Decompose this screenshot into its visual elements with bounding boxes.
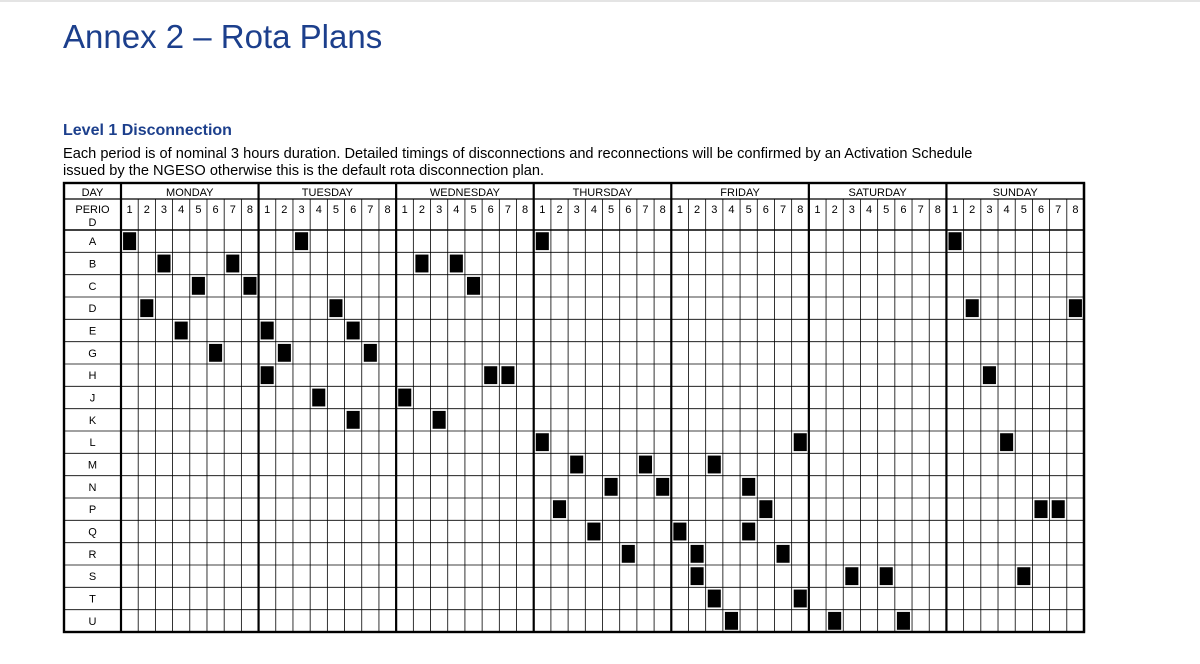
description-line-2: issued by the NGESO otherwise this is the default rota disconnection plan. [63, 163, 545, 179]
period-number: 7 [917, 204, 924, 216]
disconnected-cell [329, 299, 342, 317]
disconnected-cell [742, 523, 755, 541]
period-number: 2 [143, 204, 150, 216]
disconnected-cell [140, 299, 153, 317]
disconnected-cell [794, 590, 807, 608]
period-number: 1 [126, 204, 133, 216]
period-number: 1 [951, 204, 959, 216]
period-number: 2 [418, 204, 425, 216]
period-number: 4 [728, 204, 735, 216]
disconnected-cell [587, 523, 600, 541]
period-number: 4 [315, 204, 322, 216]
period-number: 3 [160, 204, 168, 216]
period-number: 8 [384, 204, 391, 216]
period-number: 4 [453, 204, 460, 216]
disconnected-cell [966, 299, 979, 317]
day-label: FRIDAY [720, 187, 760, 199]
disconnected-cell [742, 478, 755, 496]
disconnected-cell [278, 344, 291, 362]
day-label: TUESDAY [301, 187, 353, 199]
period-number: 5 [332, 204, 340, 216]
disconnected-cell [673, 523, 686, 541]
period-number: 6 [900, 204, 907, 216]
disconnected-cell [1017, 567, 1030, 585]
disconnected-cell [415, 255, 428, 273]
period-number: 2 [969, 204, 976, 216]
period-number: 1 [401, 204, 408, 216]
disconnected-cell [845, 567, 858, 585]
disconnected-cell [622, 545, 635, 563]
disconnected-cell [828, 612, 841, 630]
disconnected-cell [398, 389, 411, 407]
day-label: SUNDAY [992, 187, 1038, 199]
period-number: 5 [195, 204, 202, 216]
disconnected-cell [948, 232, 961, 250]
period-number: 7 [504, 204, 511, 216]
disconnected-cell [880, 567, 893, 585]
disconnected-cell [192, 277, 205, 295]
period-number: 5 [745, 204, 752, 216]
disconnected-cell [467, 277, 480, 295]
period-number: 7 [1055, 204, 1062, 216]
period-number: 3 [436, 204, 443, 216]
period-number: 7 [780, 204, 787, 216]
block-label: B [88, 258, 97, 271]
disconnected-cell [1069, 299, 1082, 317]
disconnected-cell [433, 411, 446, 429]
disconnected-cell [536, 232, 549, 250]
period-number: 3 [986, 204, 993, 216]
disconnected-cell [484, 366, 497, 384]
disconnected-cell [536, 433, 549, 451]
period-number: 3 [848, 204, 855, 216]
disconnected-cell [897, 612, 910, 630]
disconnected-cell [1000, 433, 1013, 451]
disconnected-cell [501, 366, 514, 384]
disconnected-cell [983, 366, 996, 384]
period-number: 8 [246, 204, 254, 216]
disconnected-cell [777, 545, 790, 563]
block-label: H [88, 370, 97, 383]
disconnected-cell [553, 500, 566, 518]
block-label: C [88, 280, 97, 293]
disconnected-cell [759, 500, 772, 518]
disconnected-cell [243, 277, 256, 295]
disconnected-cell [691, 545, 704, 563]
disconnected-cell [708, 456, 721, 474]
period-number: 2 [281, 204, 288, 216]
period-number: 4 [178, 204, 185, 216]
period-number: 6 [762, 204, 769, 216]
disconnected-cell [347, 411, 360, 429]
day-header: DAY [81, 187, 104, 199]
block-label: Q [88, 526, 97, 539]
block-label: T [89, 593, 96, 606]
disconnected-cell [261, 366, 274, 384]
block-label: D [88, 303, 97, 316]
block-label: J [89, 392, 96, 405]
block-label: N [88, 481, 97, 494]
period-number: 1 [676, 204, 683, 216]
disconnected-cell [1034, 500, 1047, 518]
disconnected-cell [157, 255, 170, 273]
disconnected-cell [209, 344, 222, 362]
period-number: 7 [642, 204, 649, 216]
period-number: 4 [1003, 204, 1010, 216]
period-number: 1 [264, 204, 271, 216]
day-label: THURSDAY [572, 187, 633, 199]
period-number: 3 [298, 204, 305, 216]
period-number: 3 [711, 204, 718, 216]
period-number: 6 [487, 204, 494, 216]
block-label: K [88, 414, 97, 427]
disconnected-cell [691, 567, 704, 585]
period-number: 5 [470, 204, 477, 216]
block-label: P [88, 504, 97, 517]
disconnected-cell [226, 255, 239, 273]
period-number: 8 [934, 204, 941, 216]
period-number: 6 [212, 204, 219, 216]
day-label: MONDAY [166, 187, 214, 199]
description-line-1: Each period is of nominal 3 hours duration. Detailed timings of disconnections and reconnections will be confirmed by an Activation Schedule [63, 146, 973, 162]
disconnected-cell [794, 433, 807, 451]
page-title: Annex 2 – Rota Plans [63, 18, 383, 55]
period-number: 3 [573, 204, 580, 216]
period-number: 4 [865, 204, 873, 216]
disconnected-cell [1052, 500, 1065, 518]
period-number: 6 [1037, 204, 1045, 216]
period-number: 8 [797, 204, 804, 216]
period-number: 5 [608, 204, 615, 216]
disconnected-cell [123, 232, 136, 250]
disconnected-cell [570, 456, 583, 474]
disconnected-cell [708, 590, 721, 608]
period-number: 5 [1020, 204, 1027, 216]
disconnected-cell [295, 232, 308, 250]
disconnected-cell [725, 612, 738, 630]
disconnected-cell [639, 456, 652, 474]
block-label: U [88, 615, 97, 628]
period-number: 8 [659, 204, 666, 216]
day-label: SATURDAY [848, 187, 907, 199]
period-number: 5 [883, 204, 890, 216]
period-header: D [88, 217, 97, 229]
period-number: 6 [350, 204, 357, 216]
disconnected-cell [175, 322, 188, 340]
period-number: 7 [367, 204, 374, 216]
disconnected-cell [605, 478, 618, 496]
disconnected-cell [261, 322, 274, 340]
period-number: 4 [590, 204, 597, 216]
block-label: S [88, 571, 97, 584]
period-number: 8 [1072, 204, 1079, 216]
period-number: 2 [831, 204, 838, 216]
day-label: WEDNESDAY [429, 187, 500, 199]
disconnected-cell [450, 255, 463, 273]
period-number: 1 [814, 204, 821, 216]
period-number: 6 [625, 204, 632, 216]
disconnected-cell [347, 322, 360, 340]
disconnected-cell [364, 344, 377, 362]
block-label: L [89, 437, 96, 450]
period-number: 7 [229, 204, 236, 216]
section-heading: Level 1 Disconnection [63, 122, 232, 139]
block-label: G [88, 347, 97, 360]
disconnected-cell [656, 478, 669, 496]
block-label: A [88, 236, 97, 249]
block-label: M [87, 459, 98, 472]
period-number: 8 [522, 204, 529, 216]
period-number: 1 [539, 204, 546, 216]
block-label: E [88, 325, 97, 338]
period-header: PERIO [75, 204, 110, 216]
period-number: 2 [694, 204, 701, 216]
disconnected-cell [312, 389, 325, 407]
period-number: 2 [556, 204, 563, 216]
block-label: R [88, 548, 97, 561]
